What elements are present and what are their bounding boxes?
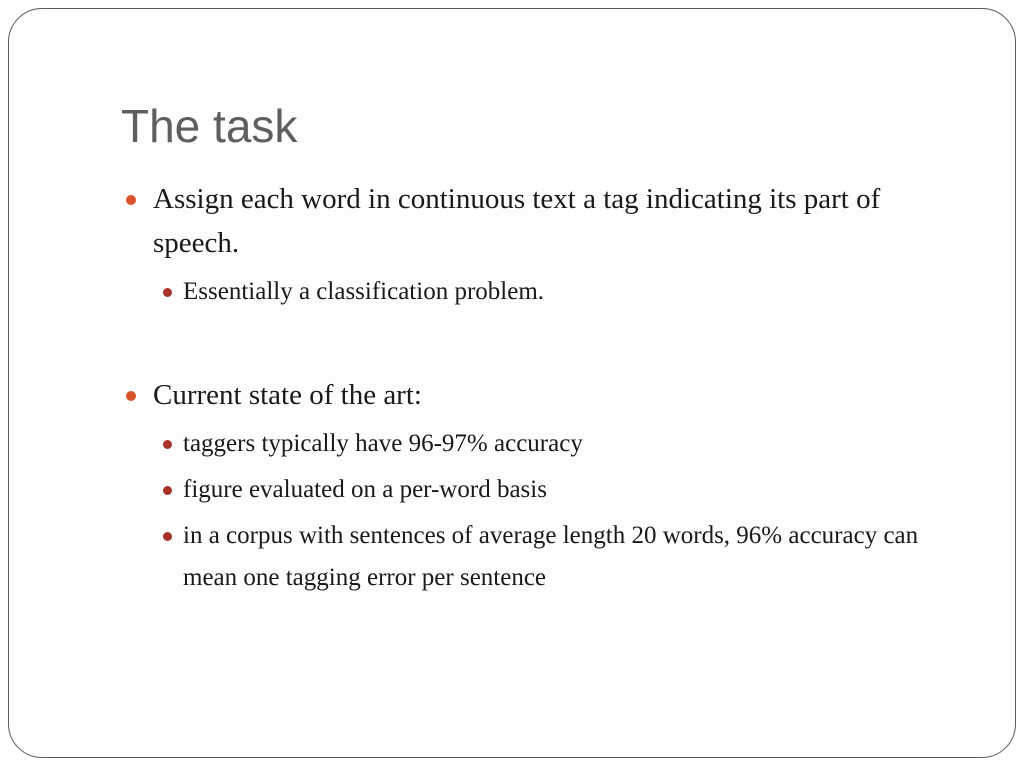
sub-bullet-item bbox=[183, 271, 943, 313]
bullet-dot-icon bbox=[163, 532, 172, 541]
sub-bullet-text: Essentially a classification problem. bbox=[183, 278, 545, 305]
bullet-text: Current state of the art: bbox=[153, 379, 422, 411]
slide-title: The task bbox=[121, 100, 298, 152]
bullet-dot-icon bbox=[163, 288, 172, 297]
bullet-item bbox=[153, 373, 973, 417]
bullet-text: Assign each word in continuous text a tag indicating its part of speech. bbox=[153, 183, 881, 259]
sub-bullet-item bbox=[183, 469, 943, 511]
sub-bullet-text: in a corpus with sentences of average length 20 words, 96% accuracy can mean one tagging error per sentence bbox=[183, 522, 919, 591]
sub-bullet-item bbox=[183, 515, 943, 599]
bullet-dot-icon bbox=[163, 440, 172, 449]
bullet-dot-icon bbox=[126, 195, 136, 205]
slide-frame bbox=[8, 8, 1016, 758]
sub-bullet-text: figure evaluated on a per-word basis bbox=[183, 476, 547, 503]
bullet-dot-icon bbox=[126, 391, 136, 401]
bullet-item bbox=[153, 177, 973, 265]
sub-bullet-item bbox=[183, 423, 943, 465]
sub-bullet-text: taggers typically have 96-97% accuracy bbox=[183, 430, 583, 457]
bullet-dot-icon bbox=[163, 486, 172, 495]
